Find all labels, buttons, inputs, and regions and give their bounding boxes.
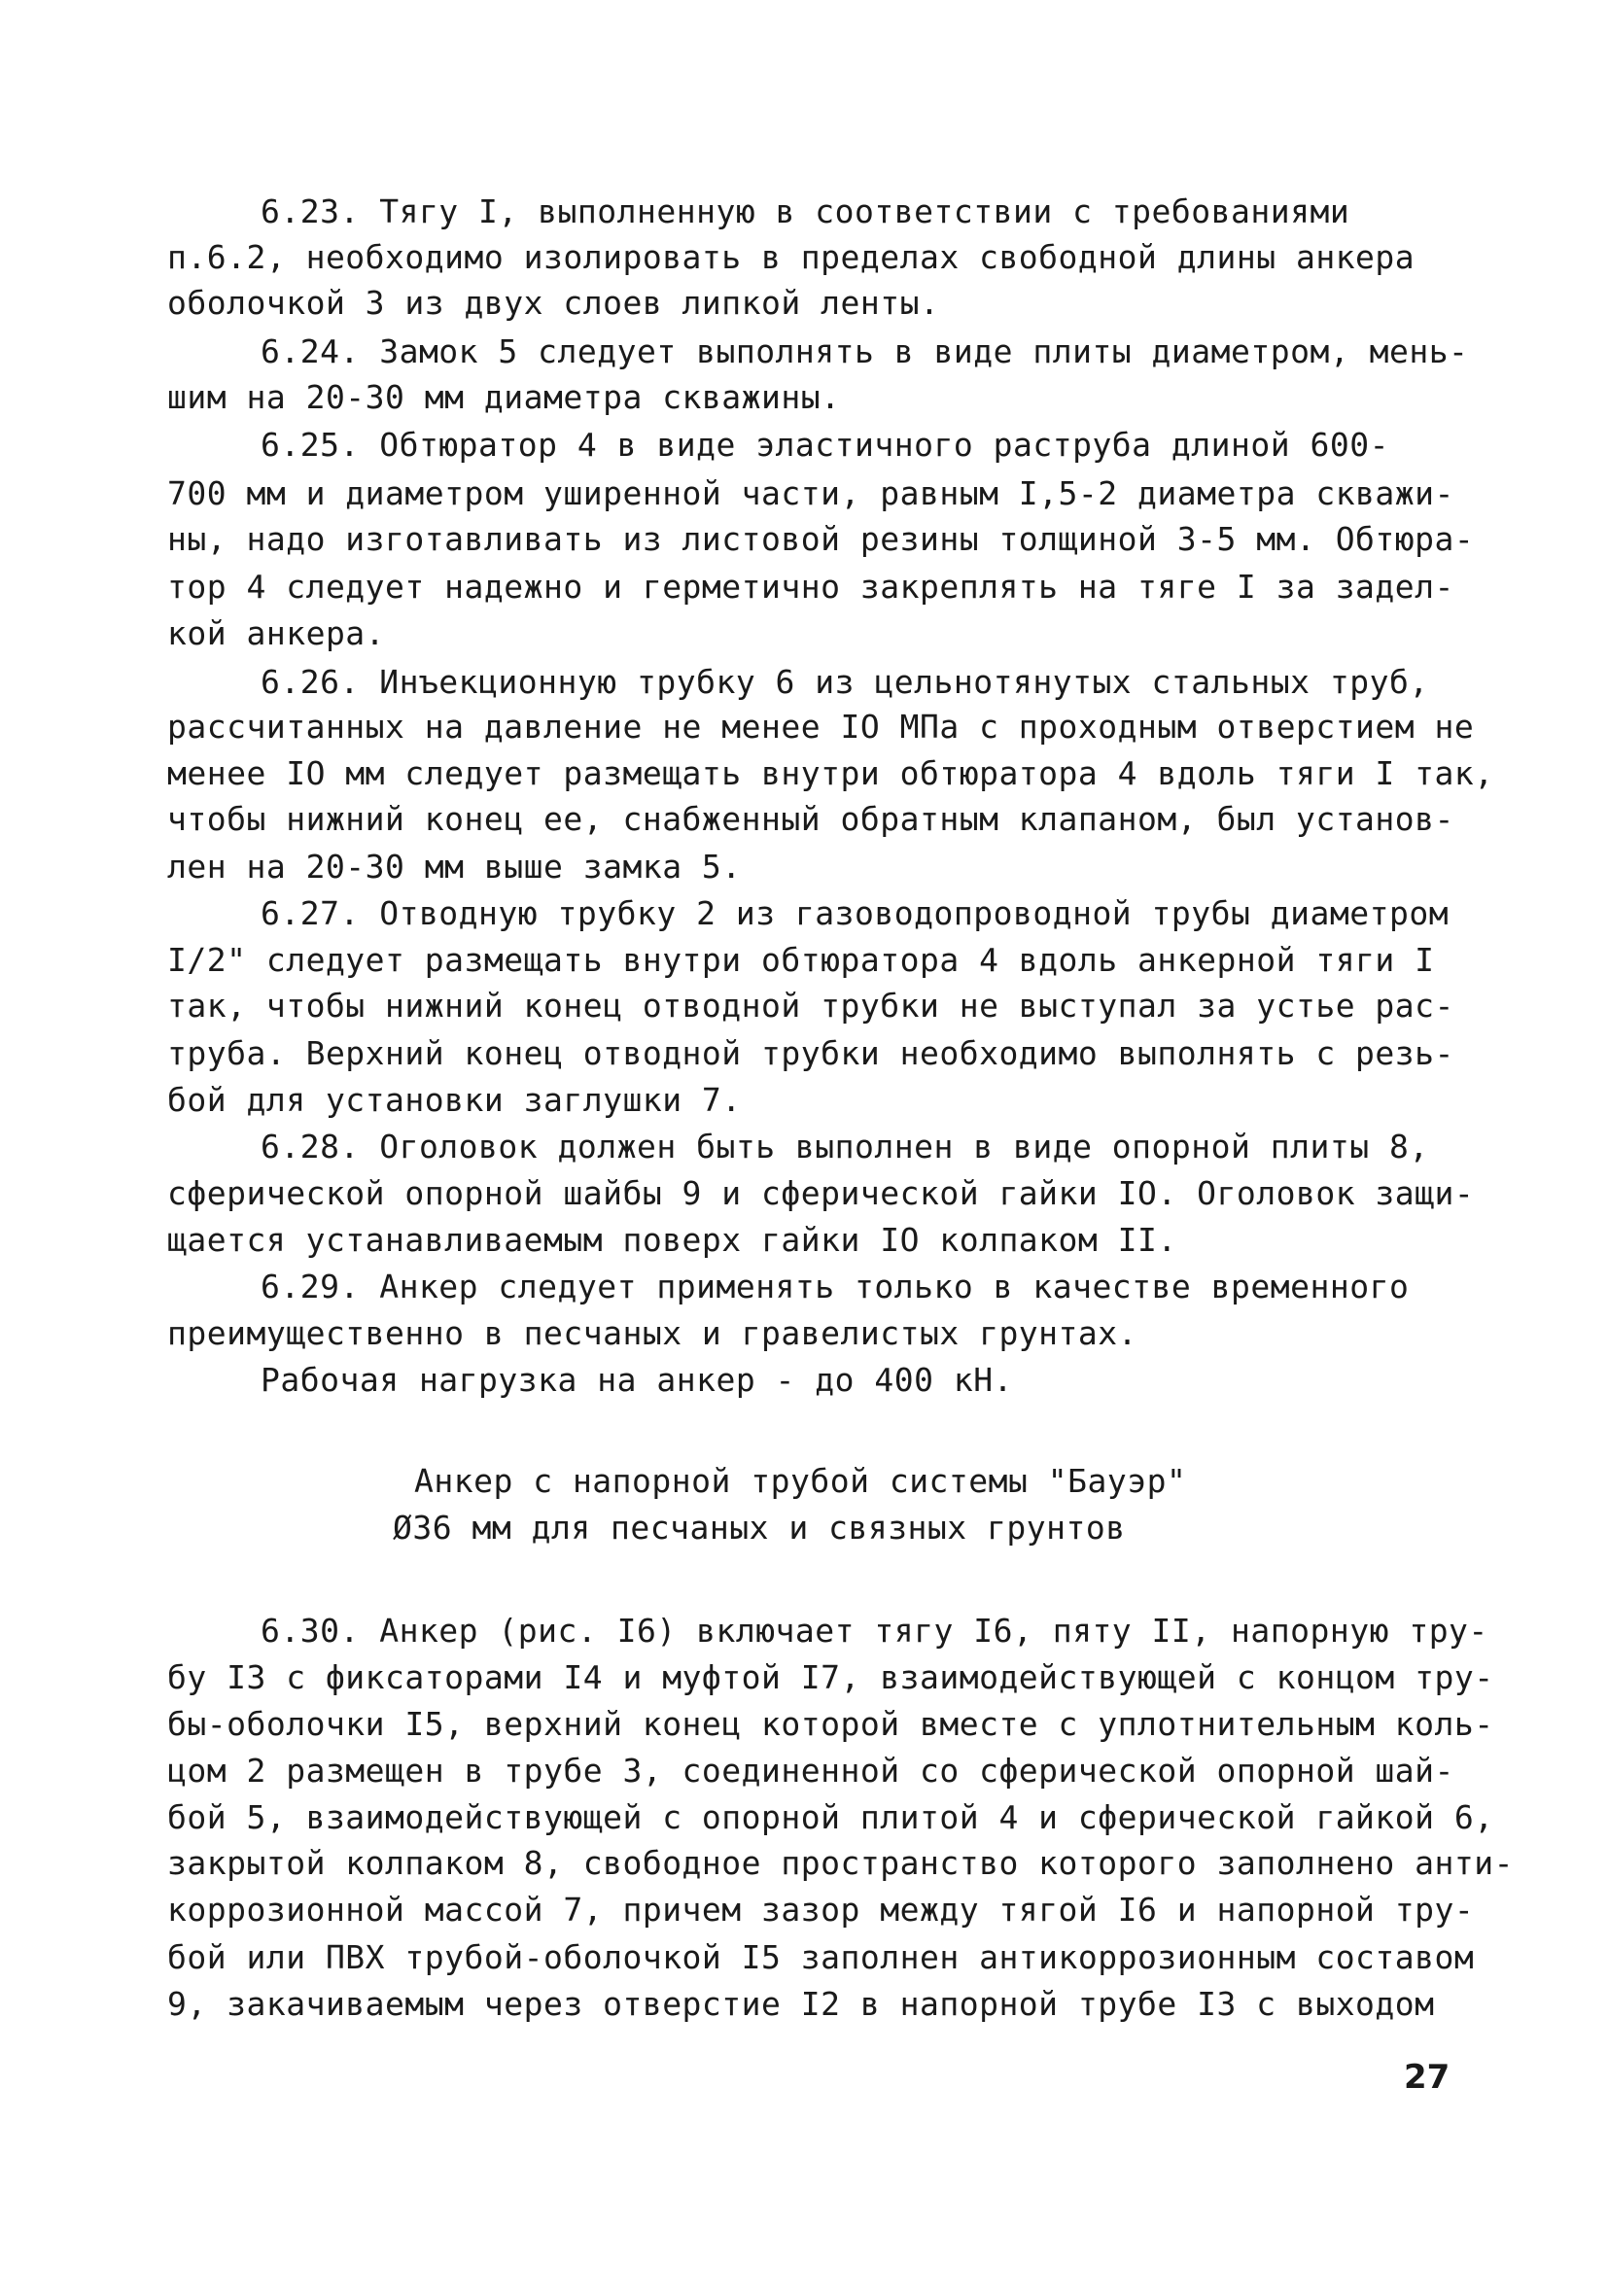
paragraph-6-23-line-1: 6.23. Тягу I, выполненную в соответствии с требованиями: [261, 192, 1350, 230]
page-number: 27: [1404, 2058, 1451, 2097]
paragraph-6-26-line-2: рассчитанных на давление не менее IO МПа с проходным отверстием не: [167, 708, 1475, 746]
paragraph-6-23-line-2: п.6.2, необходимо изолировать в пределах свободной длины анкера: [167, 238, 1416, 276]
paragraph-6-30-line-4: цом 2 размещен в трубе 3, соединенной со сферической опорной шай-: [167, 1752, 1454, 1790]
paragraph-6-30-line-2: бу I3 с фиксаторами I4 и муфтой I7, взаимодействующей с концом тру-: [167, 1658, 1494, 1696]
paragraph-6-30-line-6: закрытой колпаком 8, свободное пространство которого заполнено анти-: [167, 1844, 1515, 1882]
paragraph-6-29-line-2: преимущественно в песчаных и гравелистых грунтах.: [167, 1314, 1138, 1352]
paragraph-6-27-line-2: I/2" следует размещать внутри обтюратора 4 вдоль анкерной тяги I: [167, 941, 1435, 979]
paragraph-6-25-line-1: 6.25. Обтюратор 4 в виде эластичного раструба длиной 600-: [261, 426, 1389, 464]
paragraph-6-30-line-8: бой или ПВХ трубой-оболочкой I5 заполнен антикоррозионным составом: [167, 1938, 1475, 1976]
paragraph-6-23-line-3: оболочкой 3 из двух слоев липкой ленты.: [167, 284, 940, 322]
paragraph-6-30-line-9: 9, закачиваемым через отверстие I2 в напорной трубе I3 с выходом: [167, 1985, 1435, 2023]
paragraph-6-25-line-3: ны, надо изготавливать из листовой резины толщиной 3-5 мм. Обтюра-: [167, 520, 1475, 558]
paragraph-6-29-line-1: 6.29. Анкер следует применять только в качестве временного: [261, 1268, 1410, 1305]
paragraph-6-26-line-5: лен на 20-30 мм выше замка 5.: [167, 848, 742, 886]
paragraph-6-30-line-7: коррозионной массой 7, причем зазор между тягой I6 и напорной тру-: [167, 1891, 1475, 1929]
paragraph-6-26-line-1: 6.26. Инъекционную трубку 6 из цельнотянутых стальных труб,: [261, 663, 1429, 701]
paragraph-6-28-line-2: сферической опорной шайбы 9 и сферической гайки IO. Оголовок защи-: [167, 1174, 1475, 1212]
paragraph-6-30-line-5: бой 5, взаимодействующей с опорной плитой 4 и сферической гайкой 6,: [167, 1798, 1494, 1836]
paragraph-6-27-line-1: 6.27. Отводную трубку 2 из газоводопроводной трубы диаметром: [261, 894, 1450, 932]
section-heading-line-1: Анкер с напорной трубой системы "Бауэр": [414, 1462, 1187, 1500]
paragraph-6-24-line-1: 6.24. Замок 5 следует выполнять в виде плиты диаметром, мень-: [261, 332, 1469, 370]
paragraph-6-26-line-3: менее IO мм следует размещать внутри обтюратора 4 вдоль тяги I так,: [167, 754, 1494, 792]
paragraph-6-27-line-5: бой для установки заглушки 7.: [167, 1081, 742, 1119]
paragraph-6-27-line-4: труба. Верхний конец отводной трубки необходимо выполнять с резь-: [167, 1034, 1454, 1072]
paragraph-6-30-line-3: бы-оболочки I5, верхний конец которой вместе с уплотнительным коль-: [167, 1705, 1494, 1743]
paragraph-6-27-line-3: так, чтобы нижний конец отводной трубки не выступал за устье рас-: [167, 987, 1454, 1025]
paragraph-6-28-line-3: щается устанавливаемым поверх гайки IO колпаком II.: [167, 1221, 1177, 1259]
paragraph-6-24-line-2: шим на 20-30 мм диаметра скважины.: [167, 378, 841, 416]
load-note: Рабочая нагрузка на анкер - до 400 кН.: [261, 1361, 1013, 1399]
paragraph-6-25-line-4: тор 4 следует надежно и герметично закреплять на тяге I за задел-: [167, 568, 1454, 606]
paragraph-6-26-line-4: чтобы нижний конец ее, снабженный обратным клапаном, был установ-: [167, 800, 1454, 838]
paragraph-6-25-line-2: 700 мм и диаметром уширенной части, равным I,5-2 диаметра скважи-: [167, 474, 1454, 512]
paragraph-6-25-line-5: кой анкера.: [167, 614, 386, 652]
section-heading-line-2: Ø36 мм для песчаных и связных грунтов: [393, 1509, 1126, 1547]
paragraph-6-30-line-1: 6.30. Анкер (рис. I6) включает тягу I6, пяту II, напорную тру-: [261, 1612, 1488, 1650]
paragraph-6-28-line-1: 6.28. Оголовок должен быть выполнен в виде опорной плиты 8,: [261, 1128, 1429, 1165]
